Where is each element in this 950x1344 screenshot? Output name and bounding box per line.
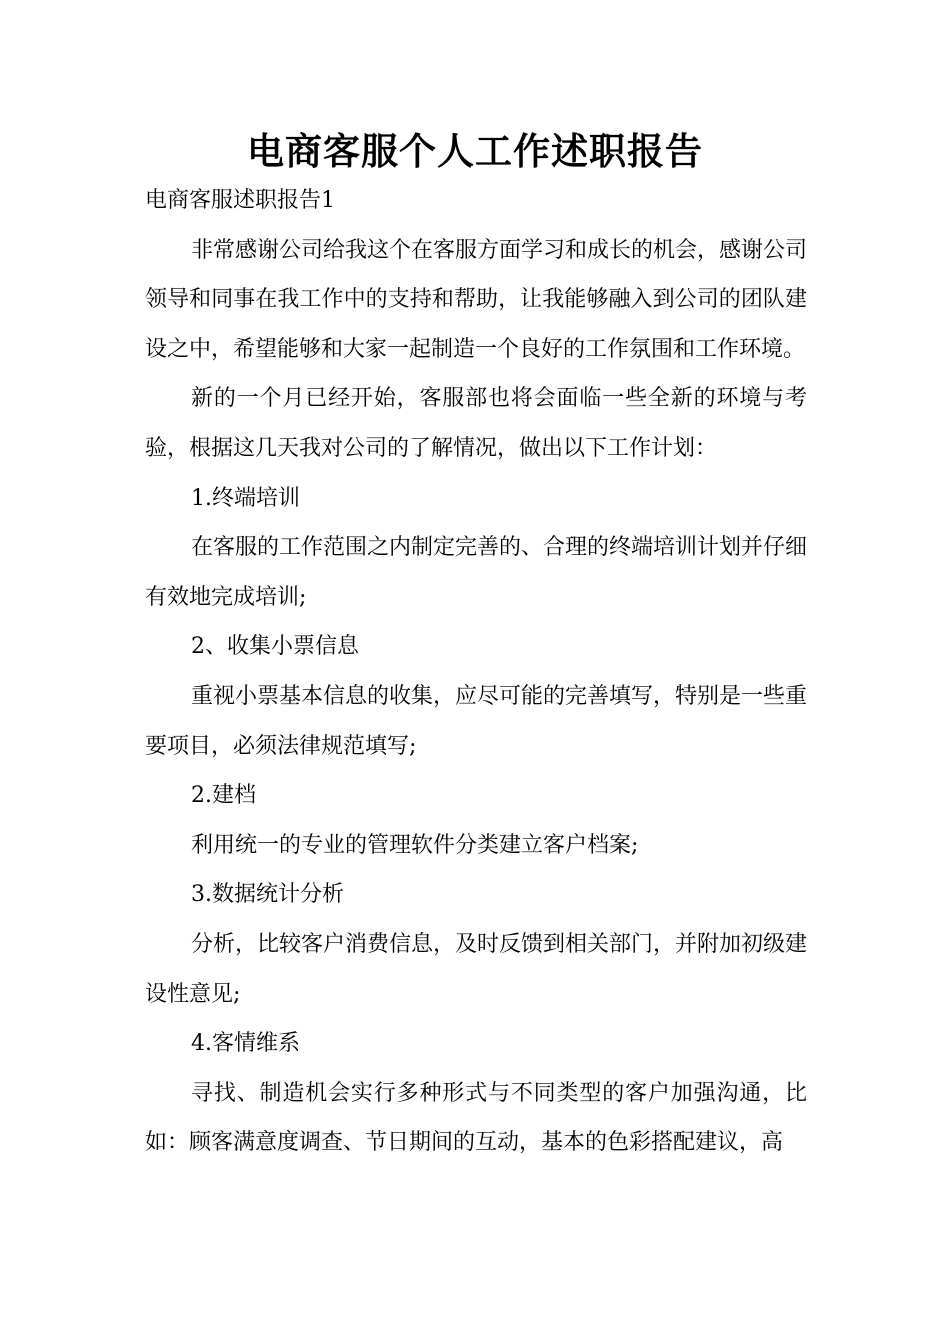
report-subtitle: 电商客服述职报告1 [145,188,335,213]
heading-data-analysis: 3.数据统计分析 [191,882,344,908]
paragraph-collect-receipts: 重视小票基本信息的收集，应尽可能的完善填写，特别是一些重要项目，必须法律规范填写; [145,683,808,759]
heading-customer-relations: 4.客情维系 [191,1031,300,1057]
heading-archive: 2.建档 [191,783,256,809]
paragraph-terminal-training: 在客服的工作范围之内制定完善的、合理的终端培训计划并仔细有效地完成培训; [145,535,808,610]
paragraph-archive: 利用统一的专业的管理软件分类建立客户档案; [191,832,639,858]
heading-collect-receipts: 2、收集小票信息 [191,634,359,660]
paragraph-intro: 非常感谢公司给我这个在客服方面学习和成长的机会，感谢公司领导和同事在我工作中的支持和帮助，让我能够融入到公司的团队建设之中，希望能够和大家一起制造一个良好的工作氛围和工作环境。 [145,237,808,362]
heading-terminal-training: 1.终端培训 [191,485,300,511]
paragraph-plan-intro: 新的一个月已经开始，客服部也将会面临一些全新的环境与考验，根据这几天我对公司的了解情况，做出以下工作计划： [145,386,807,461]
document-title: 电商客服个人工作述职报告 [247,130,703,173]
paragraph-customer-relations: 寻找、制造机会实行多种形式与不同类型的客户加强沟通，比如：顾客满意度调查、节日期间的互动，基本的色彩搭配建议，高 [145,1080,807,1156]
document-body [145,176,807,1168]
paragraph-data-analysis: 分析，比较客户消费信息，及时反馈到相关部门，并附加初级建设性意见; [145,931,808,1007]
